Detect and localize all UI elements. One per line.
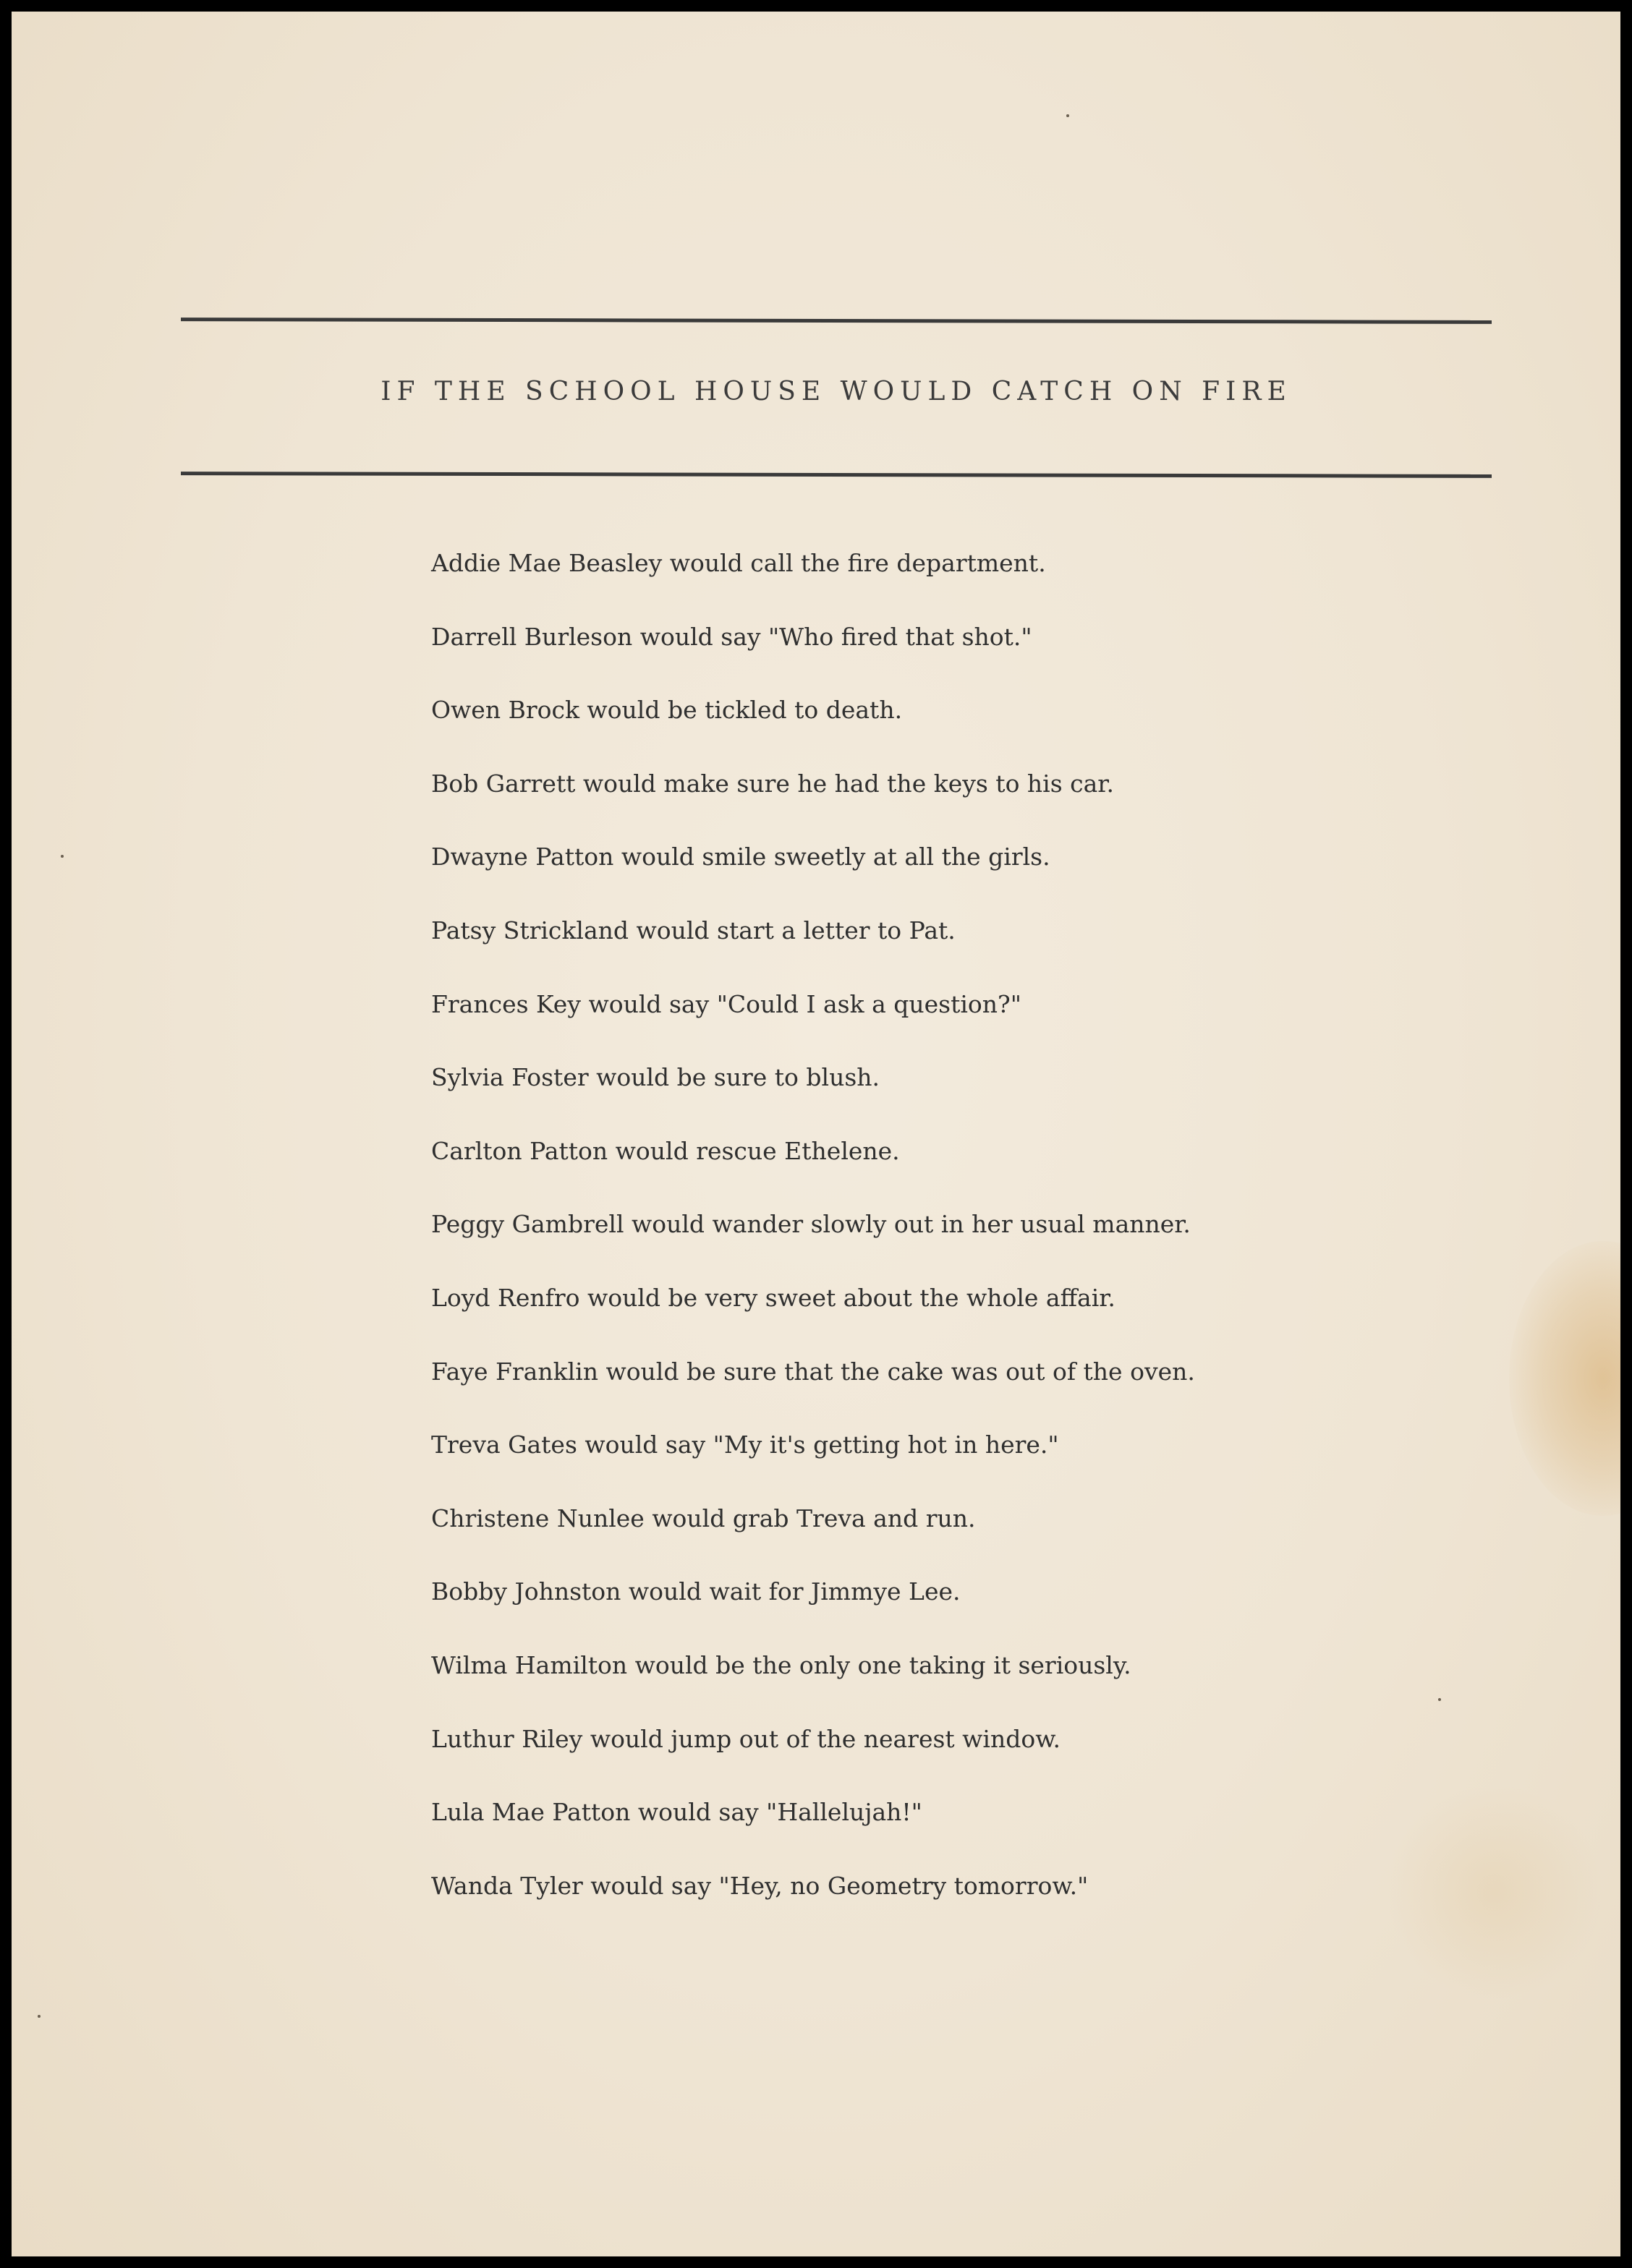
list-item: Wilma Hamilton would be the only one taking it seriously. <box>431 1650 1131 1679</box>
list-item: Faye Franklin would be sure that the cake was out of the oven. <box>431 1357 1195 1386</box>
entries-list <box>431 548 1195 1944</box>
list-item: Treva Gates would say "My it's getting hot in here." <box>431 1431 1059 1459</box>
list-item: Frances Key would say "Could I ask a question?" <box>431 989 1021 1018</box>
paper-speck <box>38 2015 41 2018</box>
list-item: Bobby Johnston would wait for Jimmye Lee. <box>431 1577 961 1606</box>
list-item: Bob Garrett would make sure he had the keys to his car. <box>431 769 1114 798</box>
list-item: Sylvia Foster would be sure to blush. <box>431 1063 880 1092</box>
bottom-rule <box>181 472 1492 478</box>
list-item: Wanda Tyler would say "Hey, no Geometry tomorrow." <box>431 1871 1089 1900</box>
list-item: Owen Brock would be tickled to death. <box>431 696 903 725</box>
list-item: Darrell Burleson would say "Who fired that shot." <box>431 622 1032 651</box>
paper-stain <box>1386 1783 1603 2000</box>
list-item: Dwayne Patton would smile sweetly at all the girls. <box>431 843 1050 871</box>
page-title: IF THE SCHOOL HOUSE WOULD CATCH ON FIRE <box>381 377 1292 406</box>
list-item: Lula Mae Patton would say "Hallelujah!" <box>431 1798 922 1827</box>
list-item: Addie Mae Beasley would call the fire department. <box>431 549 1046 577</box>
list-item: Peggy Gambrell would wander slowly out in her usual manner. <box>431 1210 1191 1239</box>
paper-speck <box>1066 114 1069 117</box>
top-rule <box>181 317 1492 324</box>
list-item: Carlton Patton would rescue Ethelene. <box>431 1136 900 1165</box>
list-item: Christene Nunlee would grab Treva and run. <box>431 1504 976 1532</box>
list-item: Loyd Renfro would be very sweet about the whole affair. <box>431 1283 1115 1312</box>
list-item: Patsy Strickland would start a letter to Pat. <box>431 916 956 945</box>
list-item: Luthur Riley would jump out of the nearest window. <box>431 1724 1061 1753</box>
paper-stain <box>1509 1241 1620 1516</box>
paper-speck <box>61 855 64 858</box>
paper-speck <box>1438 1698 1441 1701</box>
yearbook-page <box>12 12 1620 2256</box>
